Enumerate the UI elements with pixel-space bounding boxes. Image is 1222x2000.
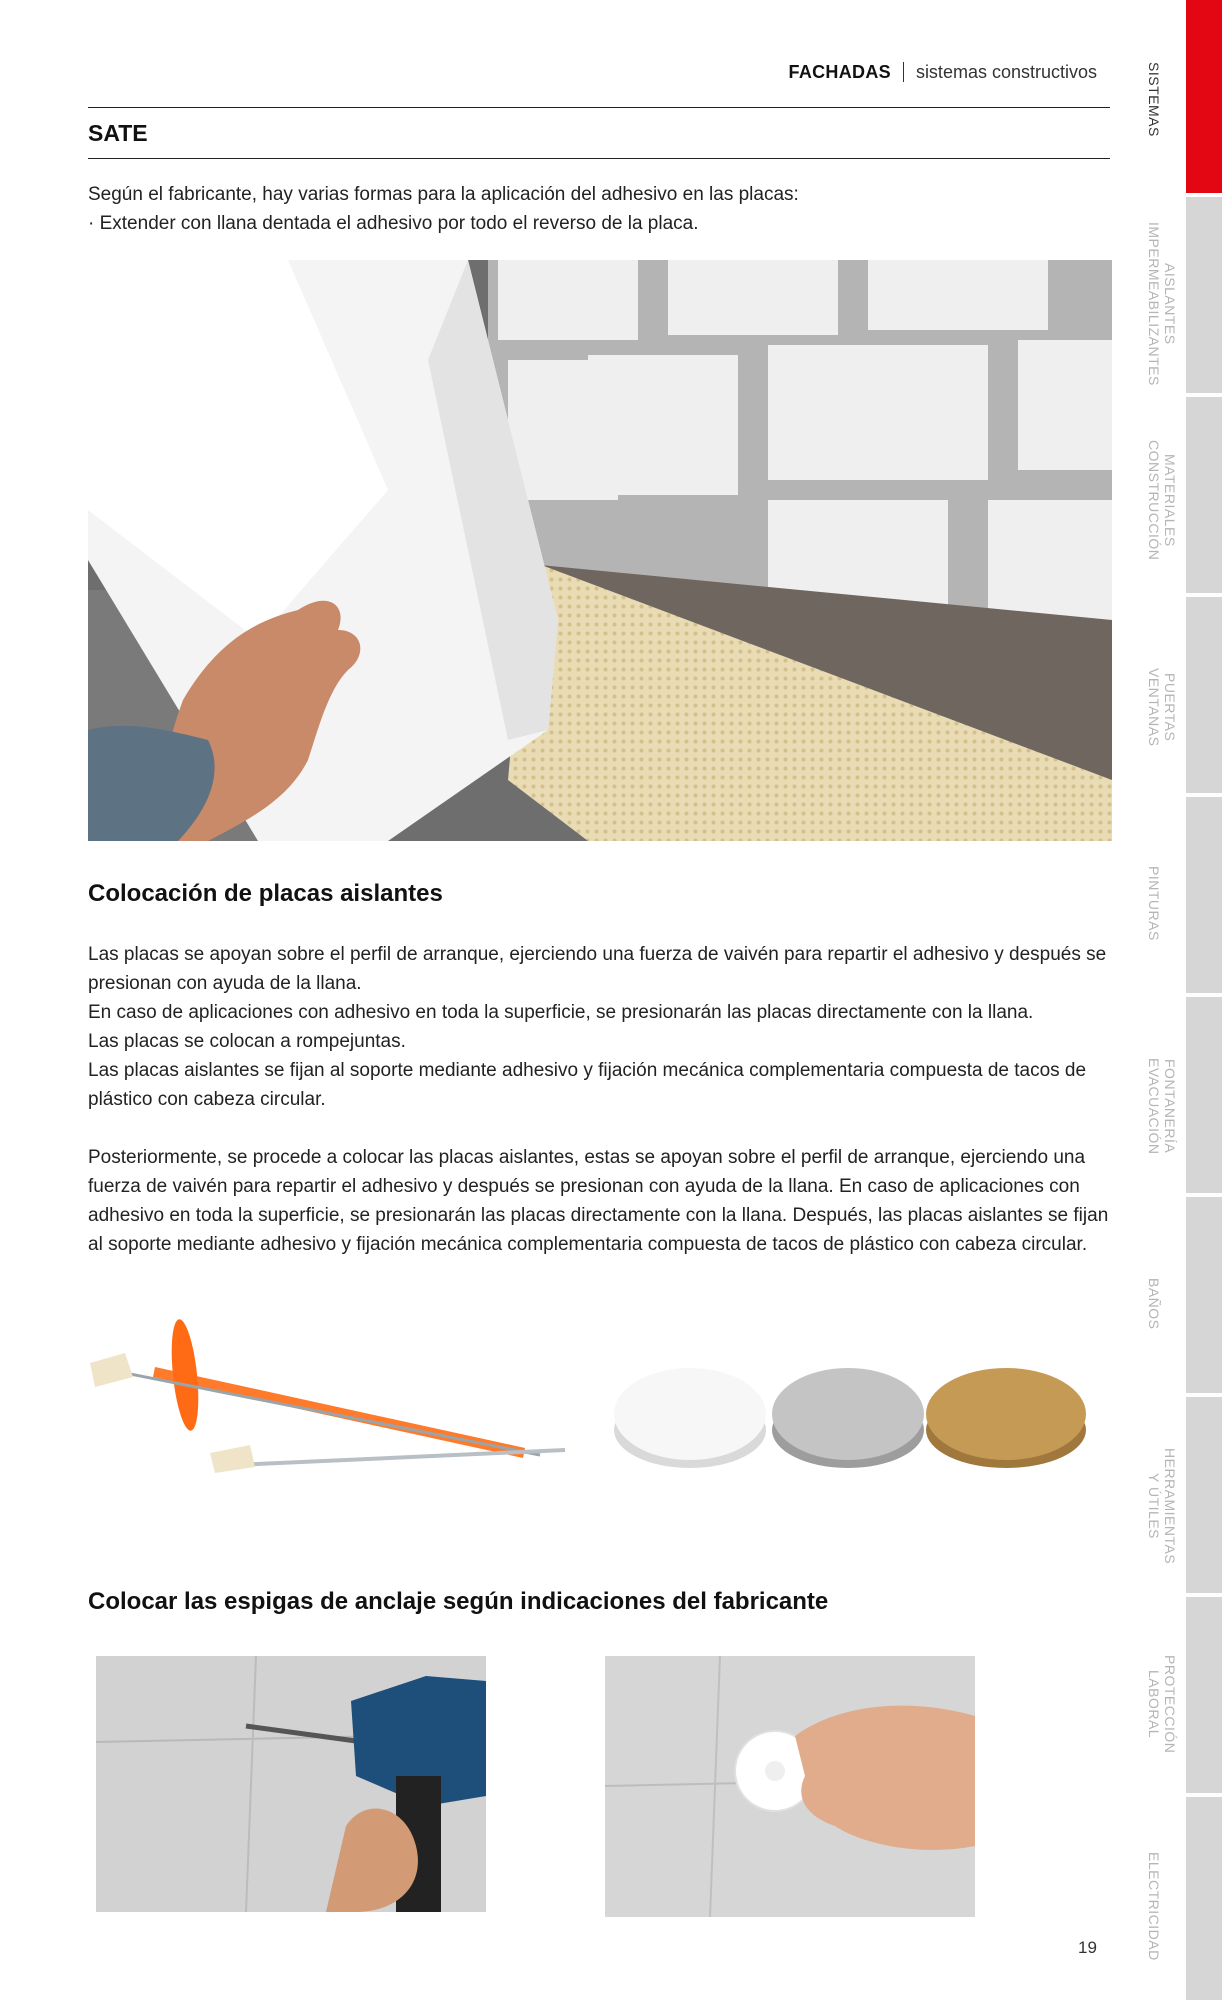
- paragraph-line: Las placas se colocan a rompejuntas.: [88, 1031, 406, 1052]
- section-heading-placas: Colocación de placas aislantes: [88, 880, 443, 907]
- intro-line: Según el fabricante, hay varias formas para la aplicación del adhesivo en las placas:: [88, 184, 799, 205]
- section1-paragraph-1: [88, 940, 1114, 1114]
- tab-electricidad[interactable]: [1186, 1797, 1222, 2000]
- tab-pinturas[interactable]: [1186, 797, 1222, 993]
- header-subtitle: sistemas constructivos: [915, 62, 1097, 82]
- tab-banos[interactable]: [1186, 1197, 1222, 1393]
- title-rule: [88, 158, 1110, 159]
- section-heading-espigas: Colocar las espigas de anclaje según indicaciones del fabricante: [88, 1588, 829, 1615]
- board-installation-photo: [88, 260, 1112, 841]
- tab-aislantes[interactable]: [1186, 197, 1222, 393]
- paragraph-text: Posteriormente, se procede a colocar las placas aislantes, estas se apoyan sobre el perfil de arranque, ejerciendo una fuerza de vaivén para repartir el adhesivo y después se presionan con ayuda de la llana. En caso de aplicaciones con adhesivo en toda la superficie, se presionarán las placas directamente con la llana. Después, las placas aislantes se fijan al soporte mediante adhesivo y fijación mecánica complementaria compuesta de tacos de plástico con cabeza circular.: [88, 1147, 1109, 1255]
- section-tabs: [1186, 0, 1222, 2000]
- header-rule: [88, 107, 1110, 108]
- intro-text: [88, 180, 1108, 238]
- header-divider: [903, 62, 904, 82]
- page-title: SATE: [88, 120, 148, 146]
- tab-sistemas[interactable]: [1186, 0, 1222, 193]
- intro-line: · Extender con llana dentada el adhesivo por todo el reverso de la placa.: [88, 213, 699, 234]
- paragraph-line: Las placas se apoyan sobre el perfil de arranque, ejerciendo una fuerza de vaivén para repartir el adhesivo y después se presionan con ayuda de la llana.: [88, 944, 1107, 994]
- page-number: 19: [1078, 1938, 1097, 1957]
- section1-paragraph-2: [88, 1143, 1114, 1259]
- anchor-insertion-photo: [605, 1656, 975, 1917]
- anchor-dowels-image: [85, 1315, 570, 1475]
- drilling-photo: [96, 1656, 486, 1912]
- header-section: FACHADAS: [788, 62, 891, 82]
- paragraph-line: Las placas aislantes se fijan al soporte mediante adhesivo y fijación mecánica complementaria compuesta de tacos de plástico con cabeza circular.: [88, 1060, 1087, 1110]
- tab-materiales[interactable]: [1186, 397, 1222, 593]
- tab-herramientas[interactable]: [1186, 1397, 1222, 1593]
- cover-caps-image: [610, 1352, 1090, 1477]
- tab-fontaneria[interactable]: [1186, 997, 1222, 1193]
- paragraph-line: En caso de aplicaciones con adhesivo en toda la superficie, se presionarán las placas directamente con la llana.: [88, 1002, 1034, 1023]
- tab-proteccion[interactable]: [1186, 1597, 1222, 1793]
- running-header: [789, 62, 1097, 83]
- tab-puertas[interactable]: [1186, 597, 1222, 793]
